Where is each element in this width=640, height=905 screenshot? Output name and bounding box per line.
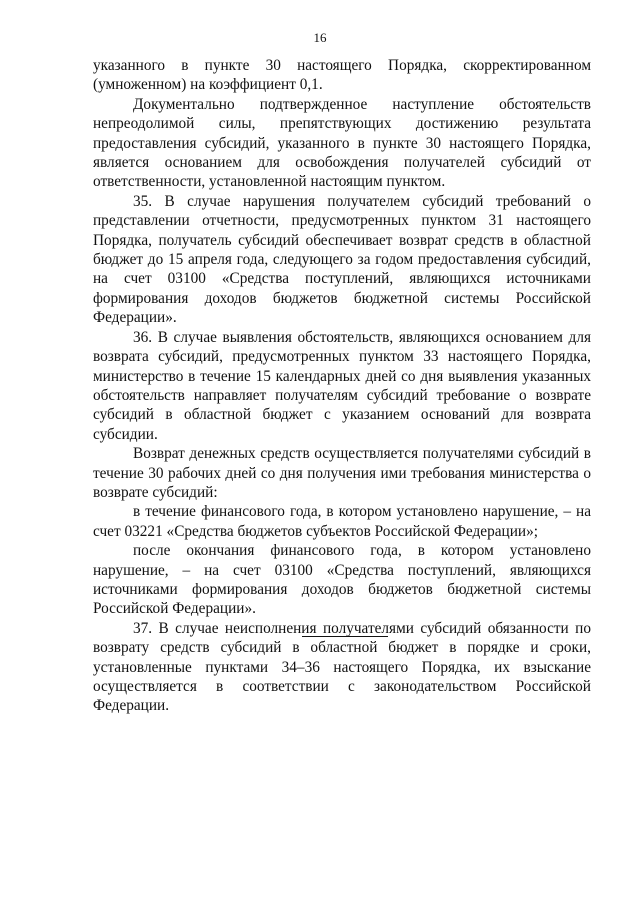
paragraph-continuation: указанного в пункте 30 настоящего Порядка, скорректированном (умноженном) на коэффициент 0,1. [93,57,591,94]
document-body [93,56,591,716]
paragraph-refund-after-year: после окончания финансового года, в котором установлено нарушение, – на счет 03100 «Средства поступлений, являющихся источниками формирования доходов бюджетов бюджетной системы Российской Федерации». [93,542,591,618]
paragraph-refund-current-year: в течение финансового года, в котором установлено нарушение, – на счет 03221 «Средства бюджетов субъектов Российской Федерации»; [93,503,591,540]
paragraph-item-35: 35. В случае нарушения получателем субсидий требований о представлении отчетности, предусмотренных пунктом 31 настоящего Порядка, получатель субсидий обеспечивает возврат средств в областной бюджет до 15 апреля года, следующего за годом предоставления субсидий, на счет 03100 «Средства поступлений, являющихся источниками формирования доходов бюджетов бюджетной системы Российской Федерации». [93,192,591,327]
paragraph-item-36: 36. В случае выявления обстоятельств, являющихся основанием для возврата субсидий, предусмотренных пунктом 33 настоящего Порядка, министерство в течение 15 календарных дней со дня выявления указанных обстоятельств направляет получателям субсидий требование о возврате субсидий в областной бюджет с указанием оснований для возврата субсидии. [93,328,591,443]
paragraph-item-37: 37. В случае неисполнения получателями субсидий обязанности по возврату средств субсидий в областной бюджет в порядке и сроки, установленные пунктами 34–36 настоящего Порядка, их взыскание осуществляется в соответствии с законодательством Российской Федерации. [93,619,591,715]
paragraph-refund-terms: Возврат денежных средств осуществляется получателями субсидий в течение 30 рабочих дней со дня получения ими требования министерства о возврате субсидий: [93,445,591,501]
page-number: 16 [313,30,327,45]
paragraph-force-majeure: Документально подтвержденное наступление обстоятельств непреодолимой силы, препятствующих достижению результата предоставления субсидий, указанного в пункте 30 настоящего Порядка, является основанием для освобождения получателей субсидий от ответственности, установленной настоящим пунктом. [93,95,591,191]
end-separator-line [302,636,388,637]
